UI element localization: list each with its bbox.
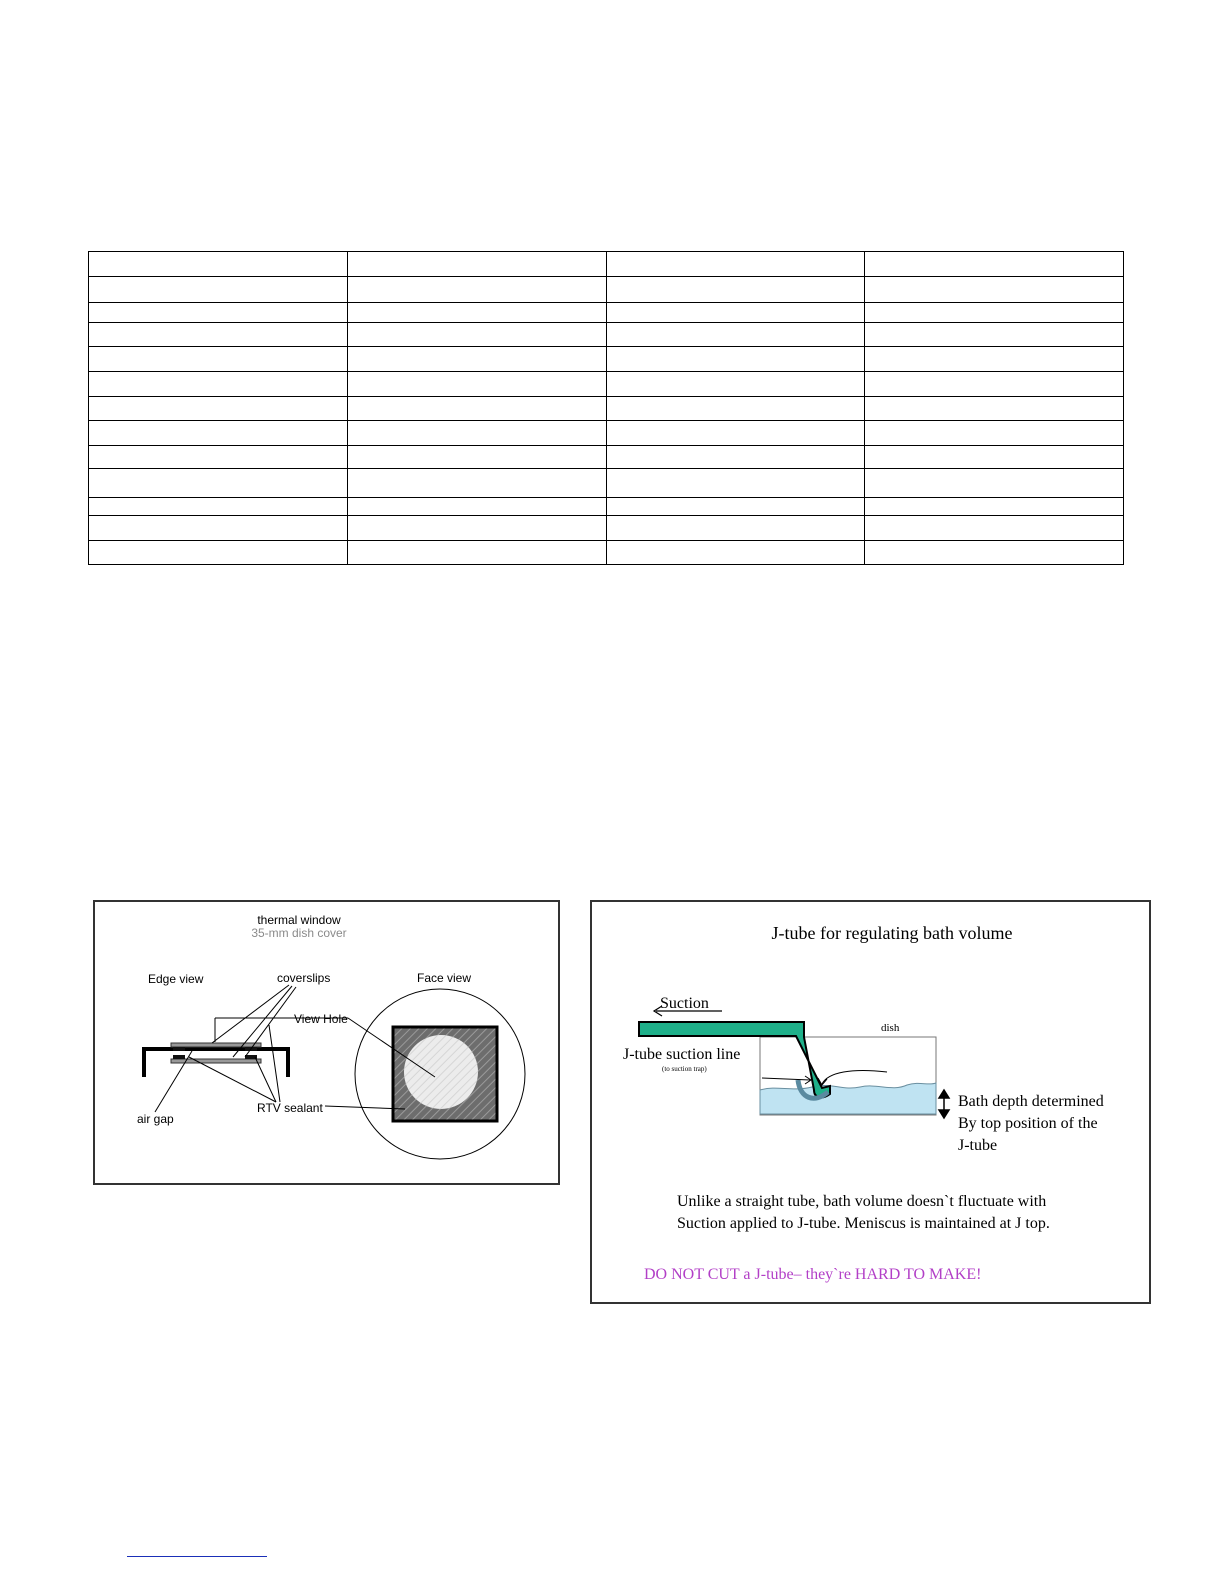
table-cell (89, 303, 348, 323)
table-cell (865, 323, 1124, 347)
thermal-window-figure (93, 900, 560, 1185)
table-row (89, 516, 1124, 541)
figure-subtitle: 35-mm dish cover (251, 926, 347, 940)
table-cell (865, 347, 1124, 372)
table-cell (865, 303, 1124, 323)
table-cell (347, 372, 606, 397)
bath-depth-line3: J-tube (958, 1137, 998, 1154)
suction-label: Suction (660, 995, 709, 1012)
table-row (89, 277, 1124, 303)
table-cell (606, 541, 865, 565)
table-cell (89, 446, 348, 469)
table-cell (347, 252, 606, 277)
jtube-figure (590, 900, 1151, 1304)
table-cell (89, 541, 348, 565)
table-cell (89, 347, 348, 372)
table-row (89, 446, 1124, 469)
table-cell (606, 498, 865, 516)
table-cell (606, 347, 865, 372)
rtv-sealant-label: RTV sealant (257, 1101, 323, 1115)
table-cell (89, 498, 348, 516)
table-cell (347, 446, 606, 469)
table-cell (347, 397, 606, 421)
table-cell (347, 303, 606, 323)
table-row (89, 469, 1124, 498)
table-cell (865, 498, 1124, 516)
table-cell (865, 372, 1124, 397)
table-cell (347, 498, 606, 516)
table-cell (606, 277, 865, 303)
bath-depth-line1: Bath depth determined (958, 1093, 1104, 1110)
table-cell (865, 421, 1124, 446)
suction-line-sub: (to suction trap) (662, 1065, 707, 1073)
table-cell (606, 421, 865, 446)
table-cell (347, 323, 606, 347)
dish-drawing (760, 1037, 936, 1115)
table-cell (606, 252, 865, 277)
table-cell (89, 372, 348, 397)
empty-table (88, 251, 1124, 565)
table-cell (865, 541, 1124, 565)
table-row (89, 421, 1124, 446)
table-cell (606, 323, 865, 347)
table-cell (606, 397, 865, 421)
edge-view-label: Edge view (148, 972, 204, 986)
table-row (89, 347, 1124, 372)
table-row (89, 498, 1124, 516)
table-cell (89, 516, 348, 541)
table-cell (347, 469, 606, 498)
warning-text: DO NOT CUT a J-tube– they`re HARD TO MAKE! (644, 1266, 982, 1283)
table-cell (606, 469, 865, 498)
table-cell (347, 277, 606, 303)
table-row (89, 541, 1124, 565)
caption-line2: Suction applied to J-tube. Meniscus is maintained at J top. (677, 1215, 1050, 1232)
table-cell (89, 252, 348, 277)
face-view-label: Face view (417, 971, 472, 985)
air-gap-label: air gap (137, 1112, 174, 1126)
table-cell (865, 397, 1124, 421)
table-cell (89, 323, 348, 347)
thermal-window-diagram (95, 902, 558, 1183)
jtube-diagram (592, 902, 1149, 1302)
table-cell (347, 516, 606, 541)
table-cell (606, 372, 865, 397)
coverslips-label: coverslips (277, 971, 331, 985)
caption-line1: Unlike a straight tube, bath volume doesn`t fluctuate with (677, 1193, 1047, 1210)
table-cell (89, 397, 348, 421)
table-row (89, 252, 1124, 277)
table-cell (89, 277, 348, 303)
table-cell (606, 303, 865, 323)
table-cell (865, 516, 1124, 541)
double-arrow-icon (939, 1090, 949, 1118)
table-cell (347, 421, 606, 446)
table-row (89, 323, 1124, 347)
table-row (89, 372, 1124, 397)
suction-line-label: J-tube suction line (623, 1046, 741, 1063)
table-row (89, 397, 1124, 421)
table-cell (606, 516, 865, 541)
meniscus-arrows (762, 1071, 887, 1086)
table-cell (865, 469, 1124, 498)
table-cell (89, 469, 348, 498)
table-cell (865, 277, 1124, 303)
bath-depth-line2: By top position of the (958, 1115, 1098, 1132)
table-cell (865, 446, 1124, 469)
table-cell (865, 252, 1124, 277)
view-hole-label: View Hole (294, 1012, 348, 1026)
footnote-separator (127, 1556, 267, 1557)
table-row (89, 303, 1124, 323)
dish-label: dish (881, 1022, 900, 1034)
table-cell (347, 347, 606, 372)
figure-title: thermal window (257, 913, 341, 927)
jtube-title: J-tube for regulating bath volume (771, 923, 1013, 943)
table-cell (347, 541, 606, 565)
table-cell (89, 421, 348, 446)
table-cell (606, 446, 865, 469)
edge-view-drawing (144, 1043, 288, 1077)
face-view-drawing (355, 989, 525, 1159)
